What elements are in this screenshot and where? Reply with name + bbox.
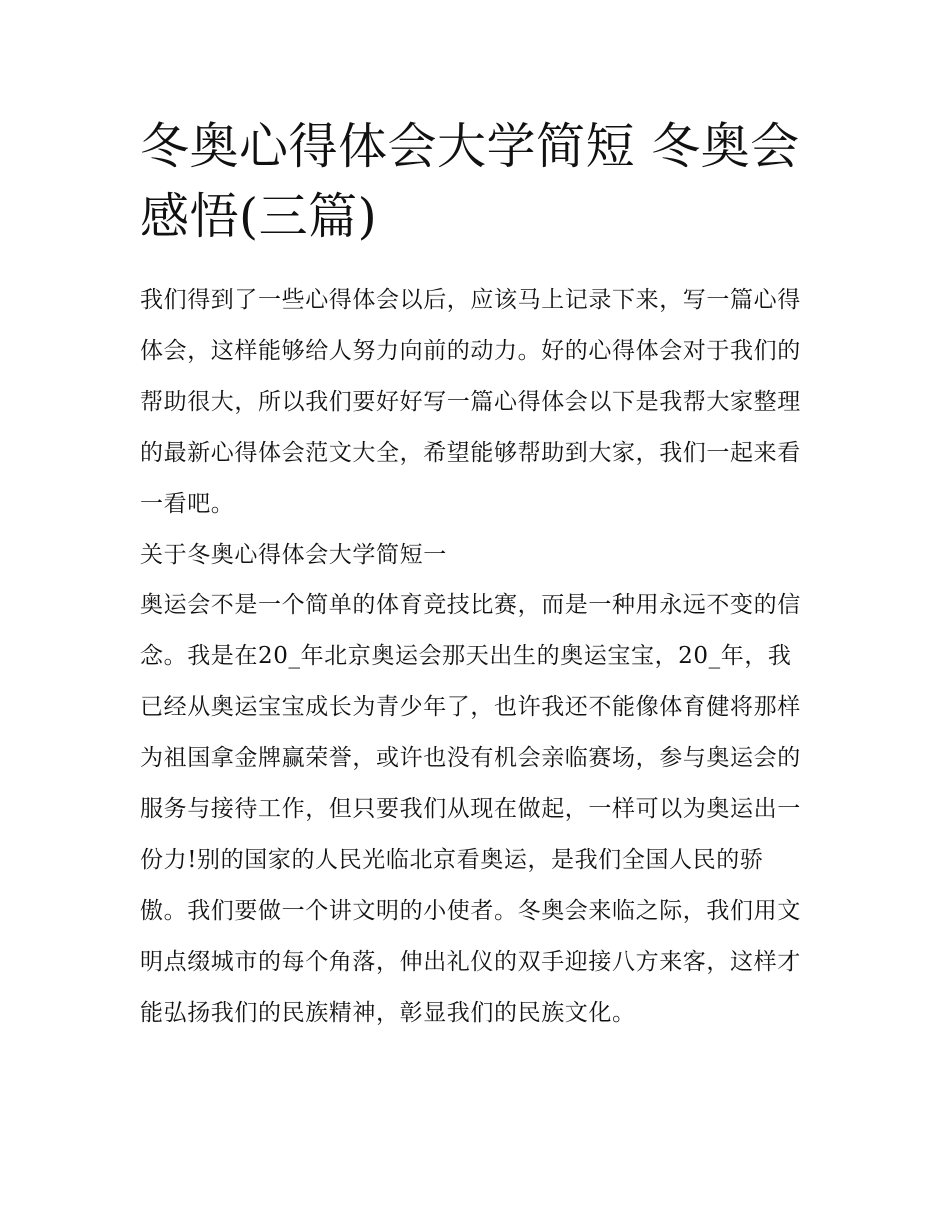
section-heading: 关于冬奥心得体会大学简短一 — [140, 542, 447, 568]
document-title: 冬奥心得体会大学简短 冬奥会感悟(三篇) — [140, 118, 800, 245]
intro-paragraph: 我们得到了一些心得体会以后，应该马上记录下来，写一篇心得体会，这样能够给人努力向前的动力。好的心得体会对于我们的帮助很大，所以我们要好好写一篇心得体会以下是我帮大家整理的最新心得体会范文大全，希望能够帮助到大家，我们一起来看一看吧。 — [140, 287, 801, 517]
section-body-paragraph: 奥运会不是一个简单的体育竞技比赛，而是一种用永远不变的信念。我是在20_年北京奥运会那天出生的奥运宝宝，20_年，我已经从奥运宝宝成长为青少年了，也许我还不能像体育健将那样为祖国拿金牌赢荣誉，或许也没有机会亲临赛场，参与奥运会的服务与接待工作，但只要我们从现在做起，一样可以为奥运出一份力!别的国家的人民光临北京看奥运，是我们全国人民的骄傲。我们要做一个讲文明的小使者。冬奥会来临之际，我们用文明点缀城市的每个角落，伸出礼仪的双手迎接八方来客，这样才能弘扬我们的民族精神，彰显我们的民族文化。 — [140, 592, 801, 1026]
